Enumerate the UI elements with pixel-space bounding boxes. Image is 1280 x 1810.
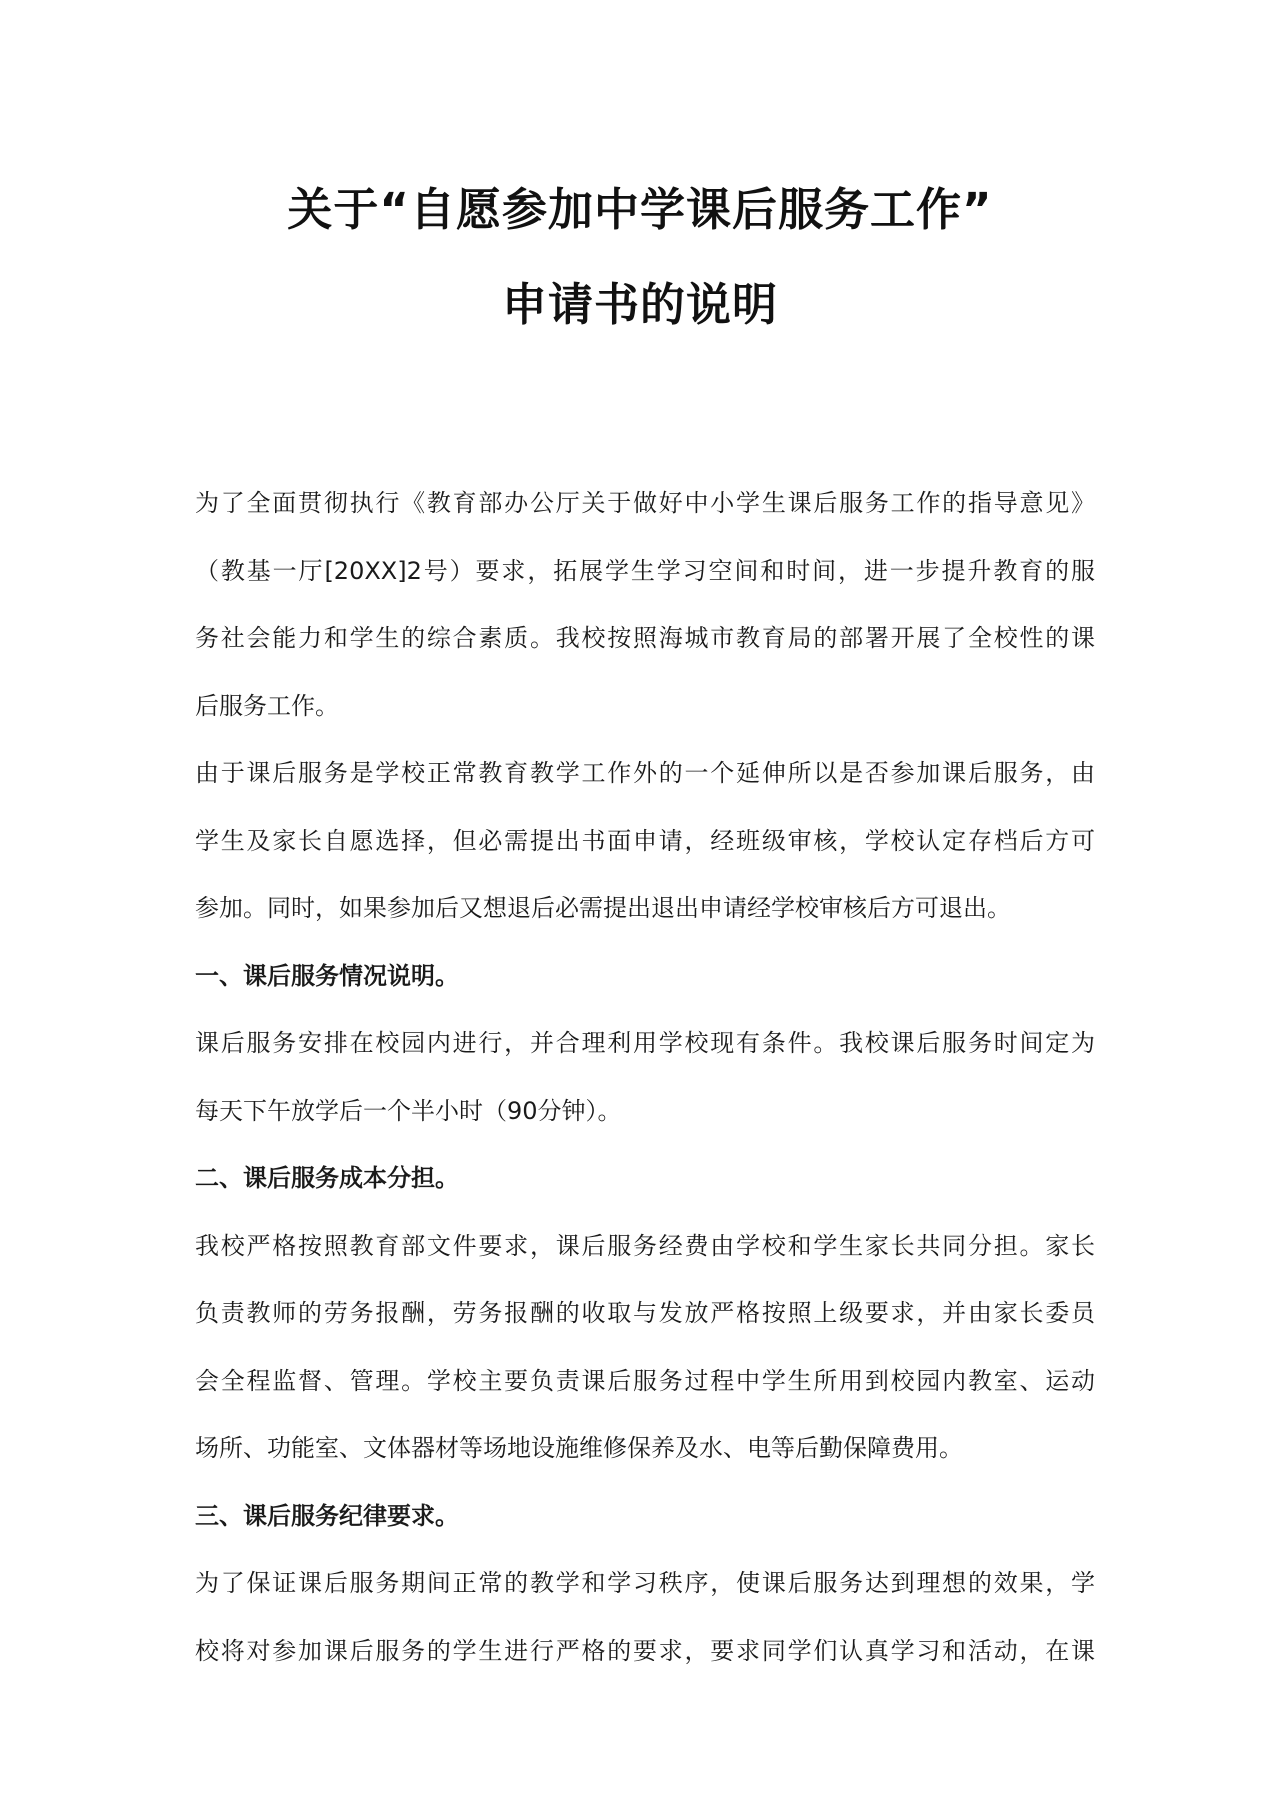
paragraph-line: 课后服务安排在校园内进行，并合理利用学校现有条件。我校课后服务时间定为 <box>195 1029 1095 1057</box>
paragraph-line: 为了保证课后服务期间正常的教学和学习秩序，使课后服务达到理想的效果，学 <box>195 1569 1095 1597</box>
document-title-line-1: 关于“自愿参加中学课后服务工作” <box>287 183 993 236</box>
paragraph-line: 后服务工作。 <box>195 691 339 720</box>
paragraph-line: 务社会能力和学生的综合素质。我校按照海城市教育局的部署开展了全校性的课 <box>195 624 1095 652</box>
paragraph-line: 会全程监督、管理。学校主要负责课后服务过程中学生所用到校园内教室、运动 <box>195 1366 1095 1395</box>
paragraph-line: 每天下午放学后一个半小时（90分钟）。 <box>195 1096 622 1125</box>
document-title-line-2: 申请书的说明 <box>501 278 778 331</box>
paragraph-line: 为了全面贯彻执行《教育部办公厅关于做好中小学生课后服务工作的指导意见》 <box>195 489 1095 517</box>
paragraph-line: 我校严格按照教育部文件要求，课后服务经费由学校和学生家长共同分担。家长 <box>195 1231 1095 1260</box>
section-heading-3: 三、课后服务纪律要求。 <box>195 1501 459 1530</box>
paragraph-line: 负责教师的劳务报酬，劳务报酬的收取与发放严格按照上级要求，并由家长委员 <box>195 1299 1095 1327</box>
section-heading-2: 二、课后服务成本分担。 <box>195 1164 459 1192</box>
paragraph-line: （教基一厅[20XX]2号）要求，拓展学生学习空间和时间，进一步提升教育的服 <box>195 556 1095 585</box>
document-body <box>195 470 1095 1685</box>
paragraph-line: 由于课后服务是学校正常教育教学工作外的一个延伸所以是否参加课后服务，由 <box>195 759 1095 787</box>
paragraph-line: 场所、功能室、文体器材等场地设施维修保养及水、电等后勤保障费用。 <box>195 1434 963 1462</box>
section-heading-1: 一、课后服务情况说明。 <box>195 961 459 990</box>
paragraph-line: 学生及家长自愿选择，但必需提出书面申请，经班级审核，学校认定存档后方可 <box>195 826 1095 855</box>
paragraph-line: 校将对参加课后服务的学生进行严格的要求，要求同学们认真学习和活动，在课 <box>195 1636 1095 1665</box>
paragraph-line: 参加。同时，如果参加后又想退后必需提出退出申请经学校审核后方可退出。 <box>195 894 1011 922</box>
